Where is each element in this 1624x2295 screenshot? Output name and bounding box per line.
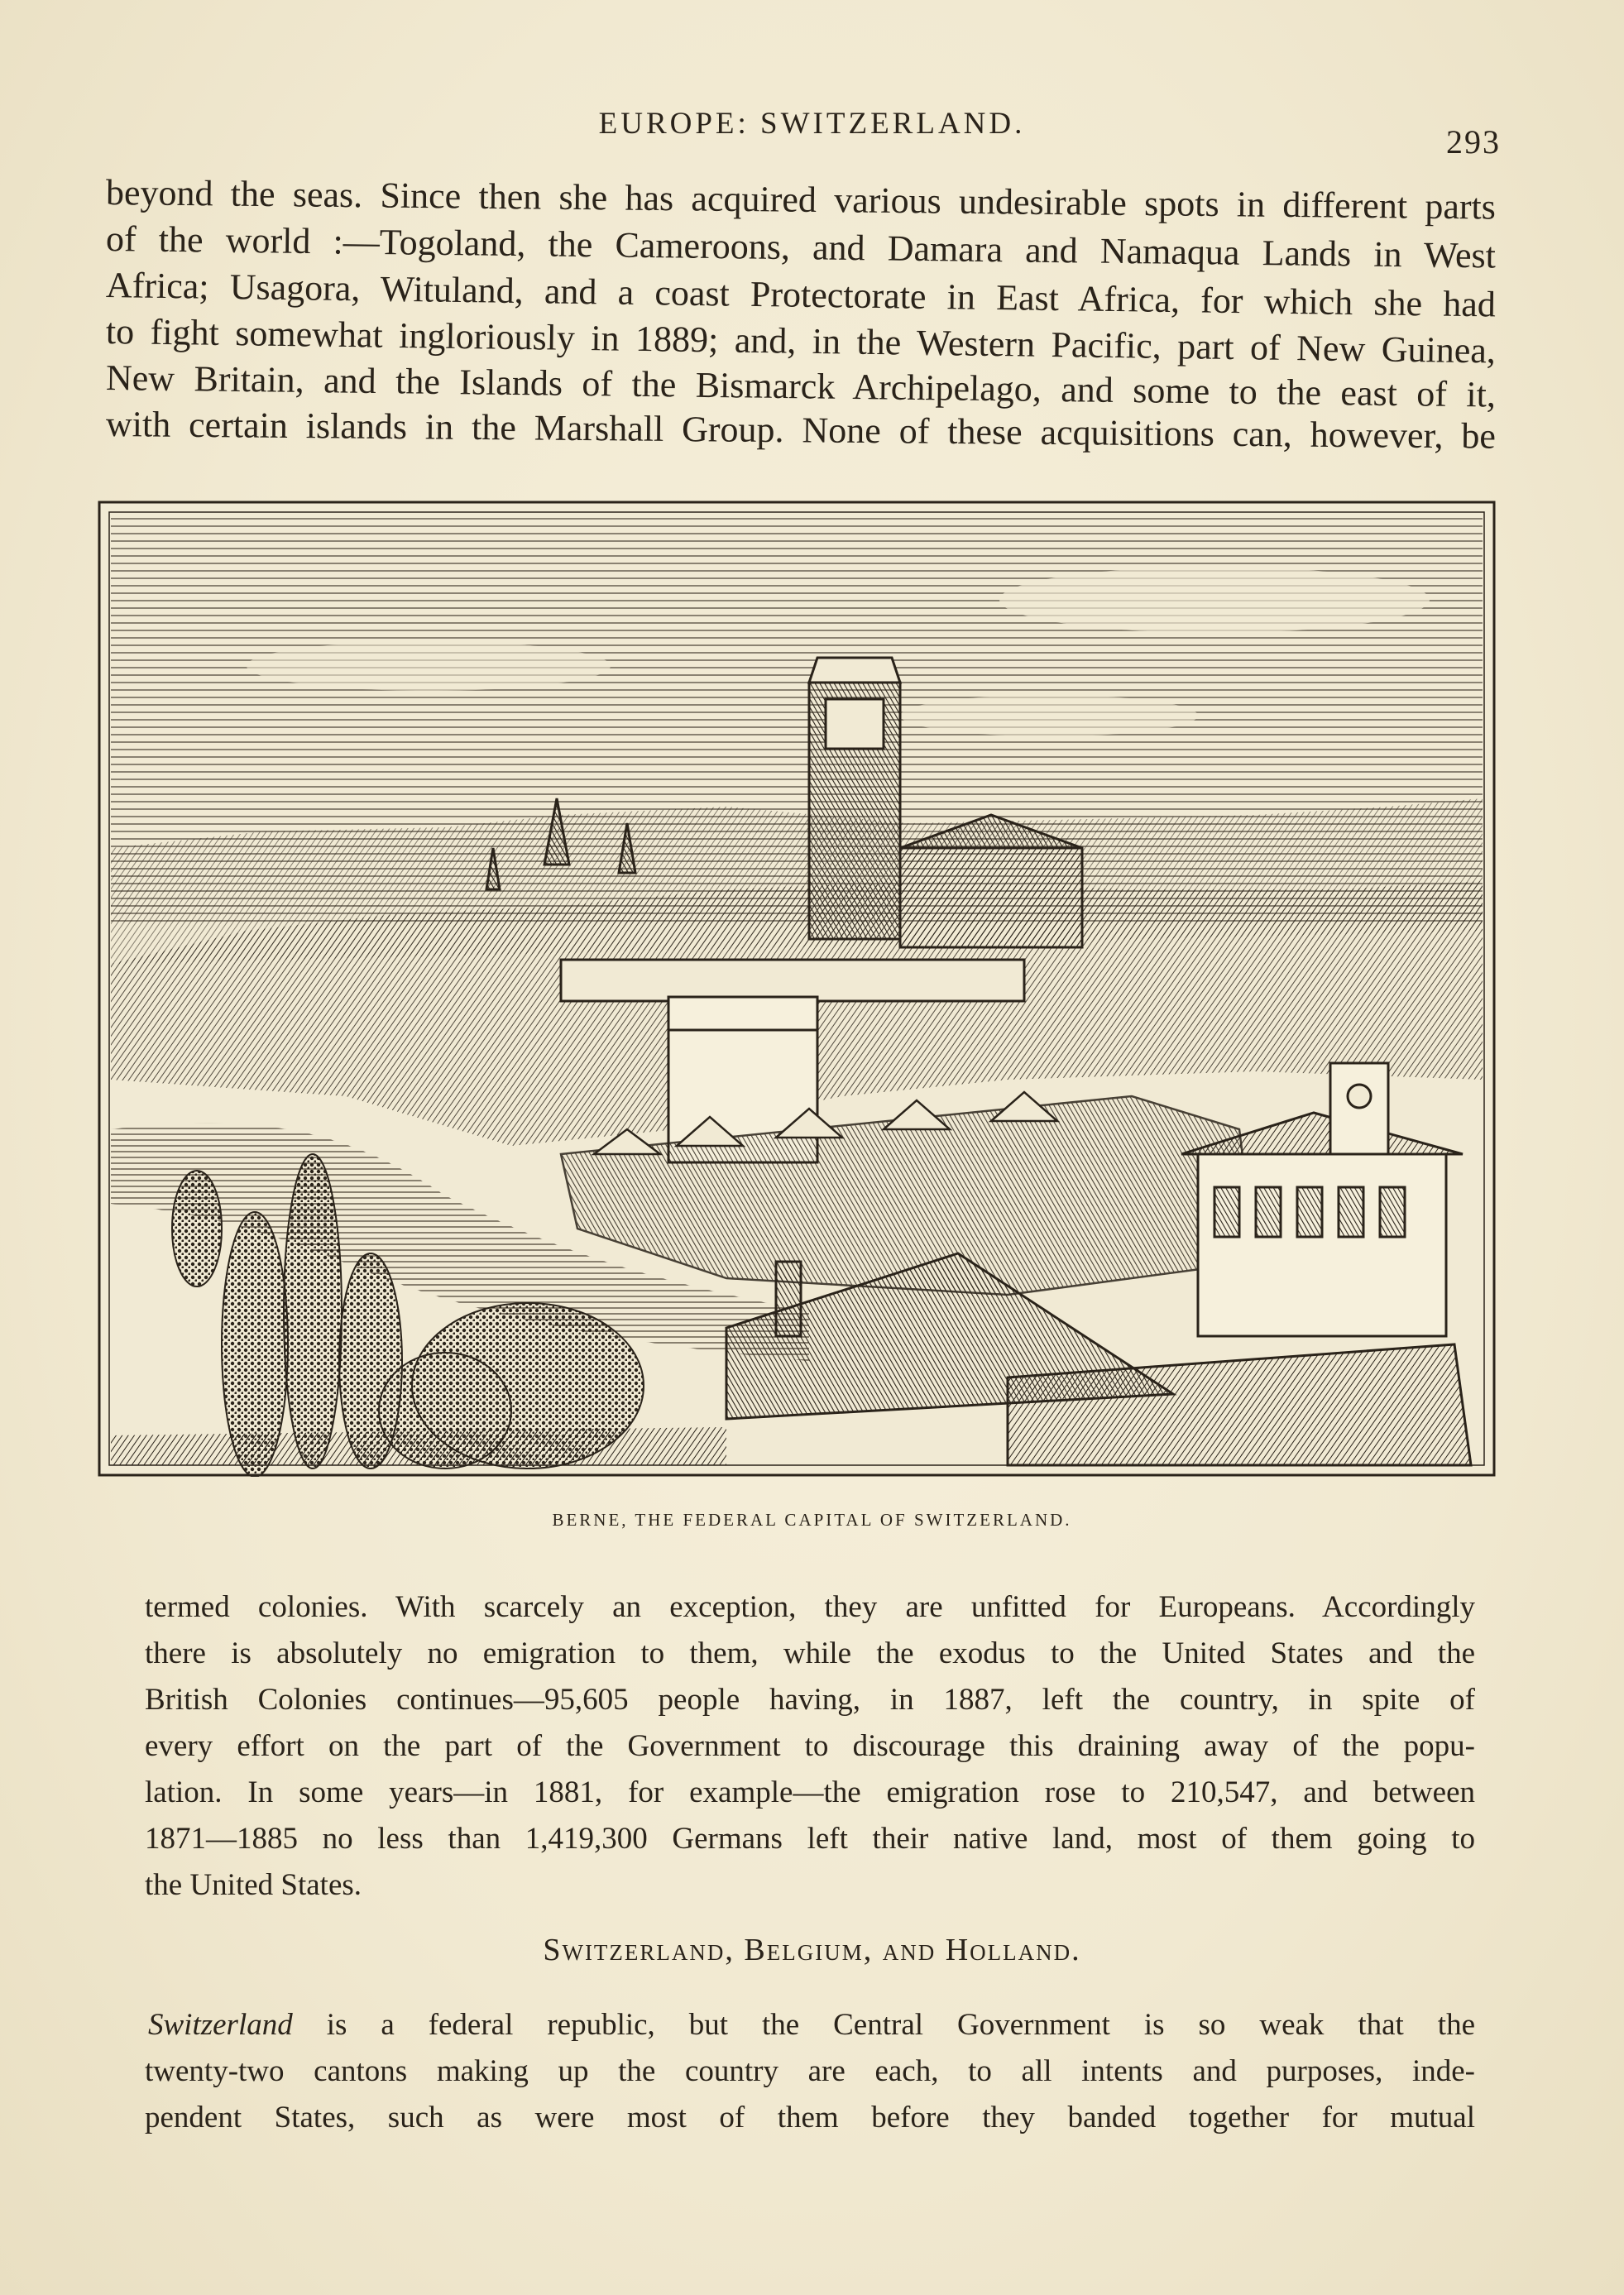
paragraph-line: every effort on the part of the Government to discourage this draining away of the popu- [145, 1729, 1475, 1763]
paragraph-line: lation. In some years—in 1881, for example—the emigration rose to 210,547, and between [145, 1775, 1475, 1809]
top-paragraph-line: Africa; Usagora, Wituland, and a coast Protectorate in East Africa, for which she had [105, 265, 1497, 325]
italic-term: Switzerland [148, 2008, 293, 2042]
paragraph-line [145, 2002, 1475, 2048]
paragraph-line: twenty-two cantons making up the country are each, to all intents and purposes, inde- [145, 2054, 1475, 2088]
top-paragraph-line: New Britain, and the Islands of the Bismarck Archipelago, and some to the east of it, [105, 357, 1497, 415]
top-paragraph-line: of the world :—Togoland, the Cameroons, and Damara and Namaqua Lands in West [105, 218, 1497, 276]
paragraph-line: British Colonies continues—95,605 people having, in 1887, left the country, in spite of [145, 1683, 1475, 1717]
berne-engraving [98, 501, 1496, 1477]
paragraph-line: there is absolutely no emigration to them, while the exodus to the United States and the [145, 1636, 1475, 1670]
running-head: EUROPE: SWITZERLAND. [598, 107, 1026, 141]
page-number: 293 [1446, 123, 1501, 161]
section-heading: Switzerland, Belgium, and Holland. [543, 1933, 1081, 1967]
top-paragraph [105, 170, 1497, 457]
top-paragraph-line: beyond the seas. Since then she has acquired various undesirable spots in different parts [105, 172, 1497, 228]
paragraph-line: 1871—1885 no less than 1,419,300 Germans left their native land, most of them going to [145, 1822, 1475, 1856]
top-paragraph-line: with certain islands in the Marshall Group. None of these acquisitions can, however, be [105, 404, 1497, 457]
paragraph-line: the United States. [145, 1868, 362, 1902]
figure-caption: BERNE, THE FEDERAL CAPITAL OF SWITZERLAND. [552, 1510, 1072, 1530]
top-paragraph-line: to fight somewhat ingloriously in 1889; and, in the Western Pacific, part of New Guinea, [105, 311, 1497, 371]
paragraph-line: termed colonies. With scarcely an exception, they are unfitted for Europeans. Accordingly [145, 1590, 1475, 1624]
paragraph-line: pendent States, such as were most of them before they banded together for mutual [145, 2101, 1475, 2134]
paragraph-switzerland [145, 2002, 1475, 2141]
paragraph-colonies [145, 1584, 1475, 1909]
paragraph-line-rest: is a federal republic, but the Central Government is so weak that the [292, 2008, 1475, 2042]
